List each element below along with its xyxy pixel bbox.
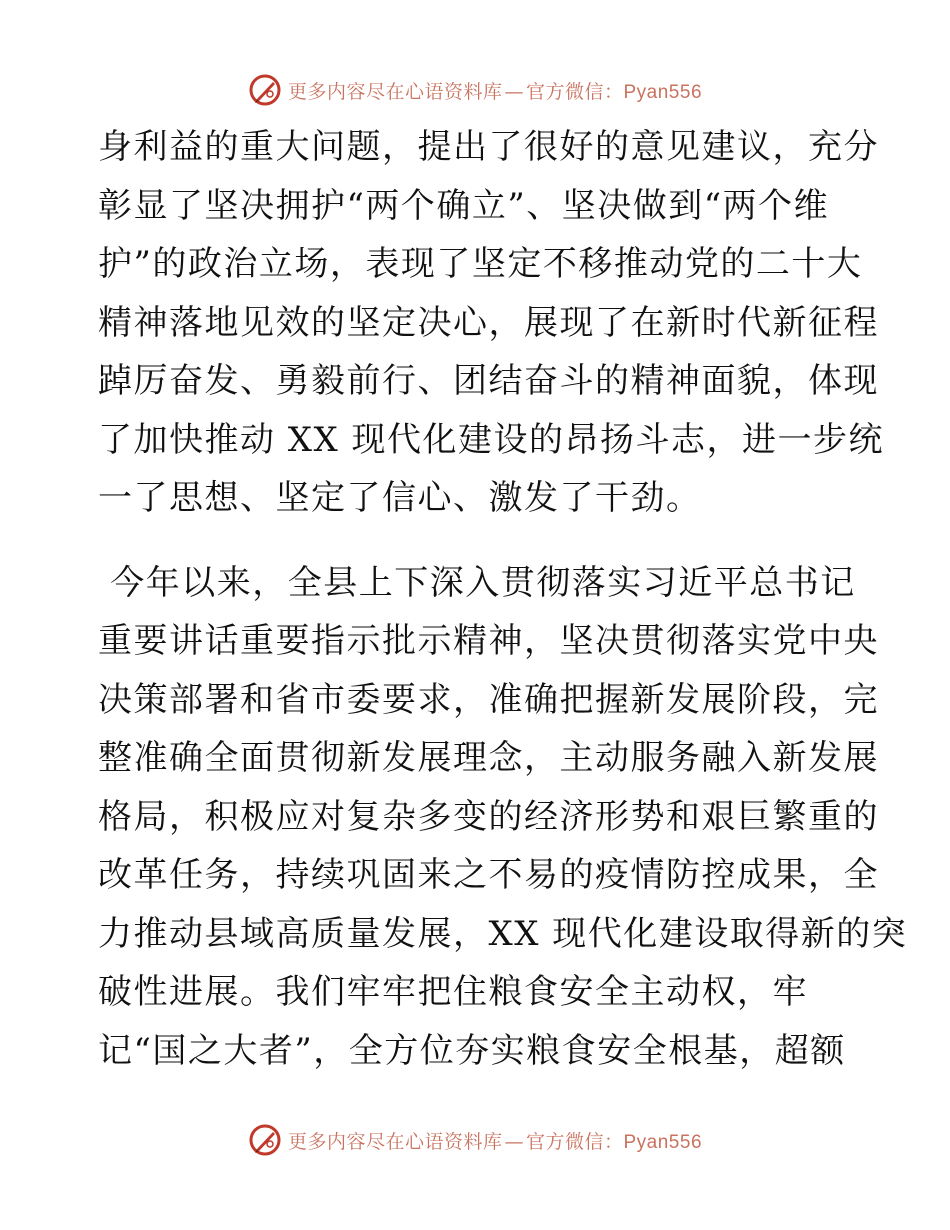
watermark-text: [288, 77, 702, 104]
watermark-handle: Pyan556: [623, 1131, 703, 1153]
text-line: 决策部署和省市委要求，准确把握新发展阶段，完: [98, 679, 879, 720]
text-line: 彰显了坚决拥护“两个确立”、坚决做到“两个维: [98, 185, 830, 226]
watermark-site: 更多内容尽在心语资料库: [287, 80, 503, 103]
text-line: 一了思想、坚定了信心、激发了干劲。: [98, 478, 702, 518]
paragraph-1: [98, 118, 885, 528]
watermark-contact-label: 官方微信：: [525, 80, 624, 103]
header-watermark: [0, 70, 950, 110]
watermark-handle: Pyan556: [623, 81, 703, 103]
text-line: 记“国之大者”，全方位夯实粮食安全根基，超额: [98, 1030, 846, 1071]
paragraph-spacer: [98, 528, 858, 554]
watermark-site: 更多内容尽在心语资料库: [287, 1130, 503, 1153]
text-line: 破性进展。我们牢牢把住粮食安全主动权，牢: [98, 972, 808, 1012]
watermark-contact-label: 官方微信：: [525, 1130, 624, 1153]
text-line: 踔厉奋发、勇毅前行、团结奋斗的精神面貌，体现: [98, 361, 879, 401]
text-line: 格局，积极应对复杂多变的经济形势和艰巨繁重的: [98, 796, 879, 837]
text-line: 今年以来，全县上下深入贯彻落实习近平总书记: [98, 562, 856, 603]
document-body: [98, 118, 908, 1080]
quill-logo-icon: [248, 1123, 282, 1157]
text-line: 护”的政治立场，表现了坚定不移推动党的二十大: [98, 244, 863, 284]
text-line: 整准确全面贯彻新发展理念，主动服务融入新发展: [98, 738, 879, 778]
footer-watermark: [0, 1120, 950, 1160]
text-line: 重要讲话重要指示批示精神，坚决贯彻落实党中央: [98, 621, 879, 661]
text-line: 身利益的重大问题，提出了很好的意见建议，充分: [98, 127, 879, 167]
text-line: 了加快推动 XX 现代化建设的昂扬斗志，进一步统: [98, 419, 885, 460]
text-line: 力推动县域高质量发展，XX 现代化建设取得新的突: [98, 913, 908, 954]
quill-logo-icon: [248, 73, 282, 107]
text-line: 改革任务，持续巩固来之不易的疫情防控成果，全: [98, 855, 879, 895]
watermark-dash: —: [504, 1130, 524, 1153]
text-line: 精神落地见效的坚定决心，展现了在新时代新征程: [98, 302, 879, 343]
watermark-text: [288, 1127, 702, 1154]
watermark-dash: —: [504, 80, 524, 103]
paragraph-2: [98, 554, 908, 1081]
